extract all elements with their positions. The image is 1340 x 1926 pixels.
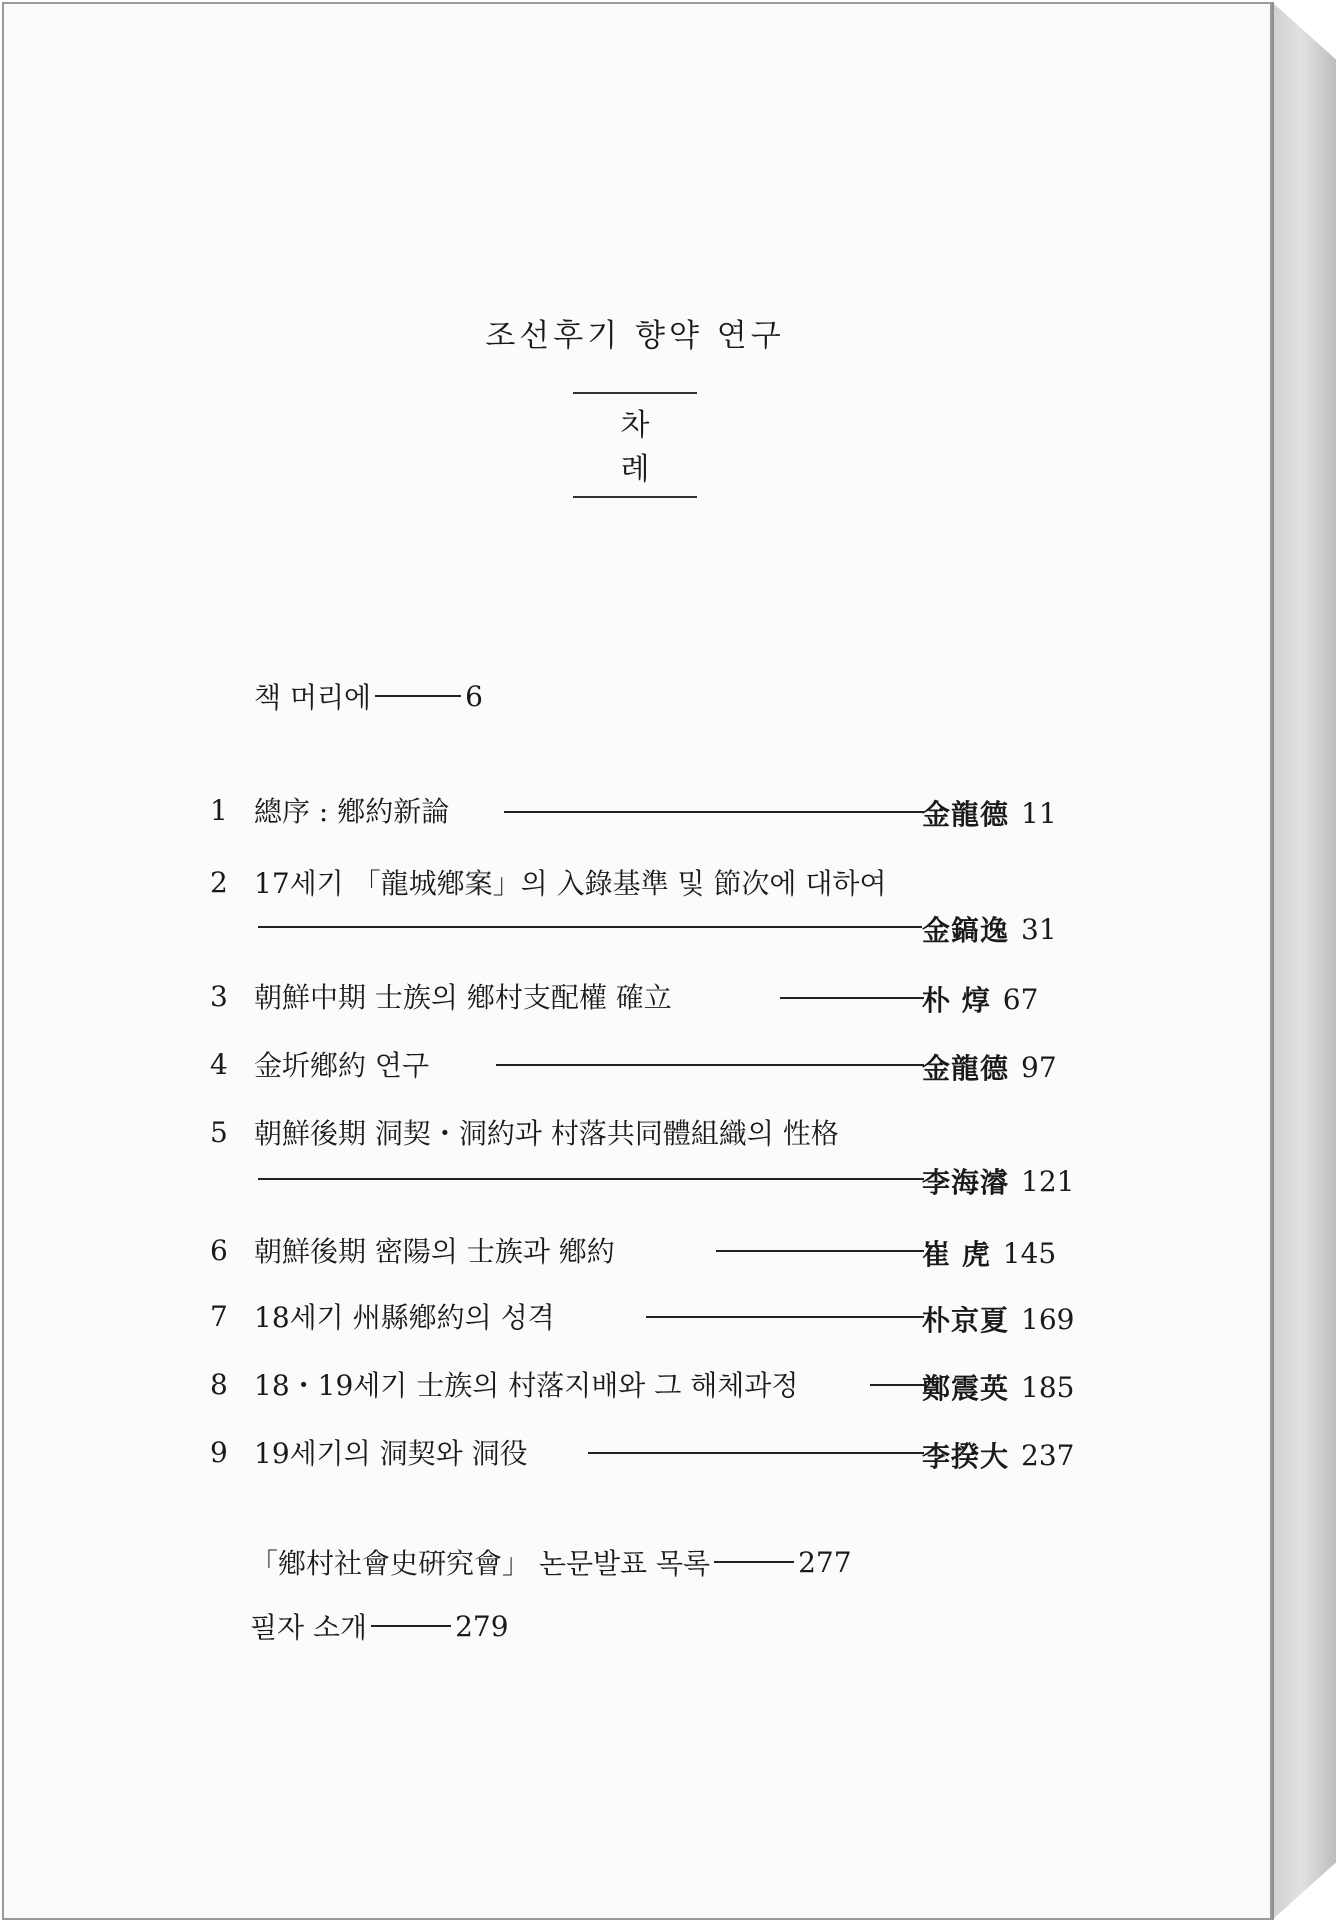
document-page: [2, 2, 1272, 1920]
leader-dash: [588, 1452, 924, 1454]
entry-page: 169: [1021, 1302, 1075, 1336]
entry-number: 9: [210, 1435, 228, 1469]
entry-page: 121: [1021, 1164, 1075, 1198]
entry-number: 3: [210, 979, 228, 1013]
entry-author: 金龍德: [922, 798, 1010, 831]
leader-dash: [780, 997, 924, 999]
entry-page: 31: [1021, 912, 1057, 946]
entry-title: 18세기 州縣鄕約의 성격: [254, 1301, 555, 1334]
entry-number: 1: [210, 793, 228, 827]
entry-author: 金龍德: [922, 1052, 1010, 1085]
toc-entry-1[interactable]: [210, 790, 449, 830]
entry-title: 18・19세기 士族의 村落지배와 그 해체과정: [254, 1369, 799, 1402]
toc-entry-2[interactable]: [210, 862, 887, 902]
toc-appendix-2[interactable]: [250, 1606, 509, 1646]
entry-title: 總序 : 鄕約新論: [254, 795, 450, 828]
toc-entry-9[interactable]: [210, 1432, 528, 1472]
entry-author: 李海濬: [922, 1166, 1010, 1199]
preface-label: 책 머리에: [254, 681, 372, 714]
leader-dash: [504, 811, 924, 813]
entry-number: 8: [210, 1367, 228, 1401]
entry-number: 4: [210, 1047, 228, 1081]
entry-author: 崔 虎: [922, 1238, 991, 1271]
toc-entry-7-meta: [922, 1299, 1074, 1339]
leader-dash: [371, 1625, 451, 1627]
entry-title: 朝鮮後期 洞契・洞約과 村落共同體組織의 性格: [254, 1117, 839, 1150]
appendix-label: 필자 소개: [250, 1611, 368, 1644]
leader-dash: [496, 1064, 924, 1066]
entry-page: 185: [1021, 1370, 1075, 1404]
toc-entry-8[interactable]: [210, 1364, 798, 1404]
toc-entry-1-meta: [922, 793, 1057, 833]
toc-entry-6[interactable]: [210, 1230, 615, 1270]
leader-dash: [714, 1561, 794, 1563]
entry-title: 朝鮮中期 士族의 鄕村支配權 確立: [254, 981, 672, 1014]
toc-entry-4-meta: [922, 1047, 1057, 1087]
book-title: 조선후기 향약 연구: [485, 318, 785, 354]
entry-author: 李揆大: [922, 1440, 1010, 1473]
toc-entry-3[interactable]: [210, 976, 672, 1016]
toc-entry-6-meta: [922, 1233, 1056, 1273]
entry-title: 朝鮮後期 密陽의 士族과 鄕約: [254, 1235, 615, 1268]
entry-page: 67: [1002, 982, 1039, 1016]
toc-entry-7[interactable]: [210, 1296, 555, 1336]
entry-author: 鄭震英: [922, 1372, 1010, 1405]
leader-dash: [716, 1250, 924, 1252]
leader-dash: [375, 695, 461, 697]
toc-entry-4[interactable]: [210, 1044, 429, 1084]
toc-entry-9-meta: [922, 1435, 1074, 1475]
entry-title: 17세기 「龍城鄕案」의 入錄基準 및 節次에 대하여: [254, 867, 887, 900]
entry-page: 11: [1021, 796, 1057, 830]
appendix-label: 「鄕村社會史硏究會」 논문발표 목록: [250, 1547, 711, 1580]
entry-title: 19세기의 洞契와 洞役: [254, 1437, 528, 1470]
entry-number: 5: [210, 1115, 228, 1149]
entry-number: 6: [210, 1233, 228, 1267]
entry-number: 7: [210, 1299, 228, 1333]
toc-entry-8-meta: [922, 1367, 1074, 1407]
entry-author: 金鎬逸: [922, 914, 1010, 947]
entry-title: 金圻鄕約 연구: [254, 1049, 429, 1082]
leader-dash: [258, 926, 922, 928]
toc-entry-5[interactable]: [210, 1112, 839, 1152]
page-stack-border: [1272, 2, 1336, 1920]
leader-dash: [646, 1316, 924, 1318]
entry-number: 2: [210, 865, 228, 899]
toc-preface[interactable]: [254, 676, 483, 716]
leader-dash: [870, 1384, 924, 1386]
entry-author: 朴 焞: [922, 984, 991, 1017]
entry-page: 145: [1002, 1236, 1057, 1270]
entry-page: 237: [1021, 1438, 1075, 1472]
toc-heading: 차 례: [573, 392, 697, 498]
entry-author: 朴京夏: [922, 1304, 1010, 1337]
appendix-page: 277: [798, 1545, 852, 1579]
toc-appendix-1[interactable]: [250, 1542, 852, 1582]
leader-dash: [258, 1178, 924, 1180]
appendix-page: 279: [455, 1609, 509, 1643]
preface-page: 6: [465, 679, 483, 713]
entry-page: 97: [1021, 1050, 1057, 1084]
toc-entry-3-meta: [922, 979, 1038, 1019]
toc-entry-2-meta: [922, 909, 1057, 949]
toc-entry-5-meta: [922, 1161, 1074, 1201]
